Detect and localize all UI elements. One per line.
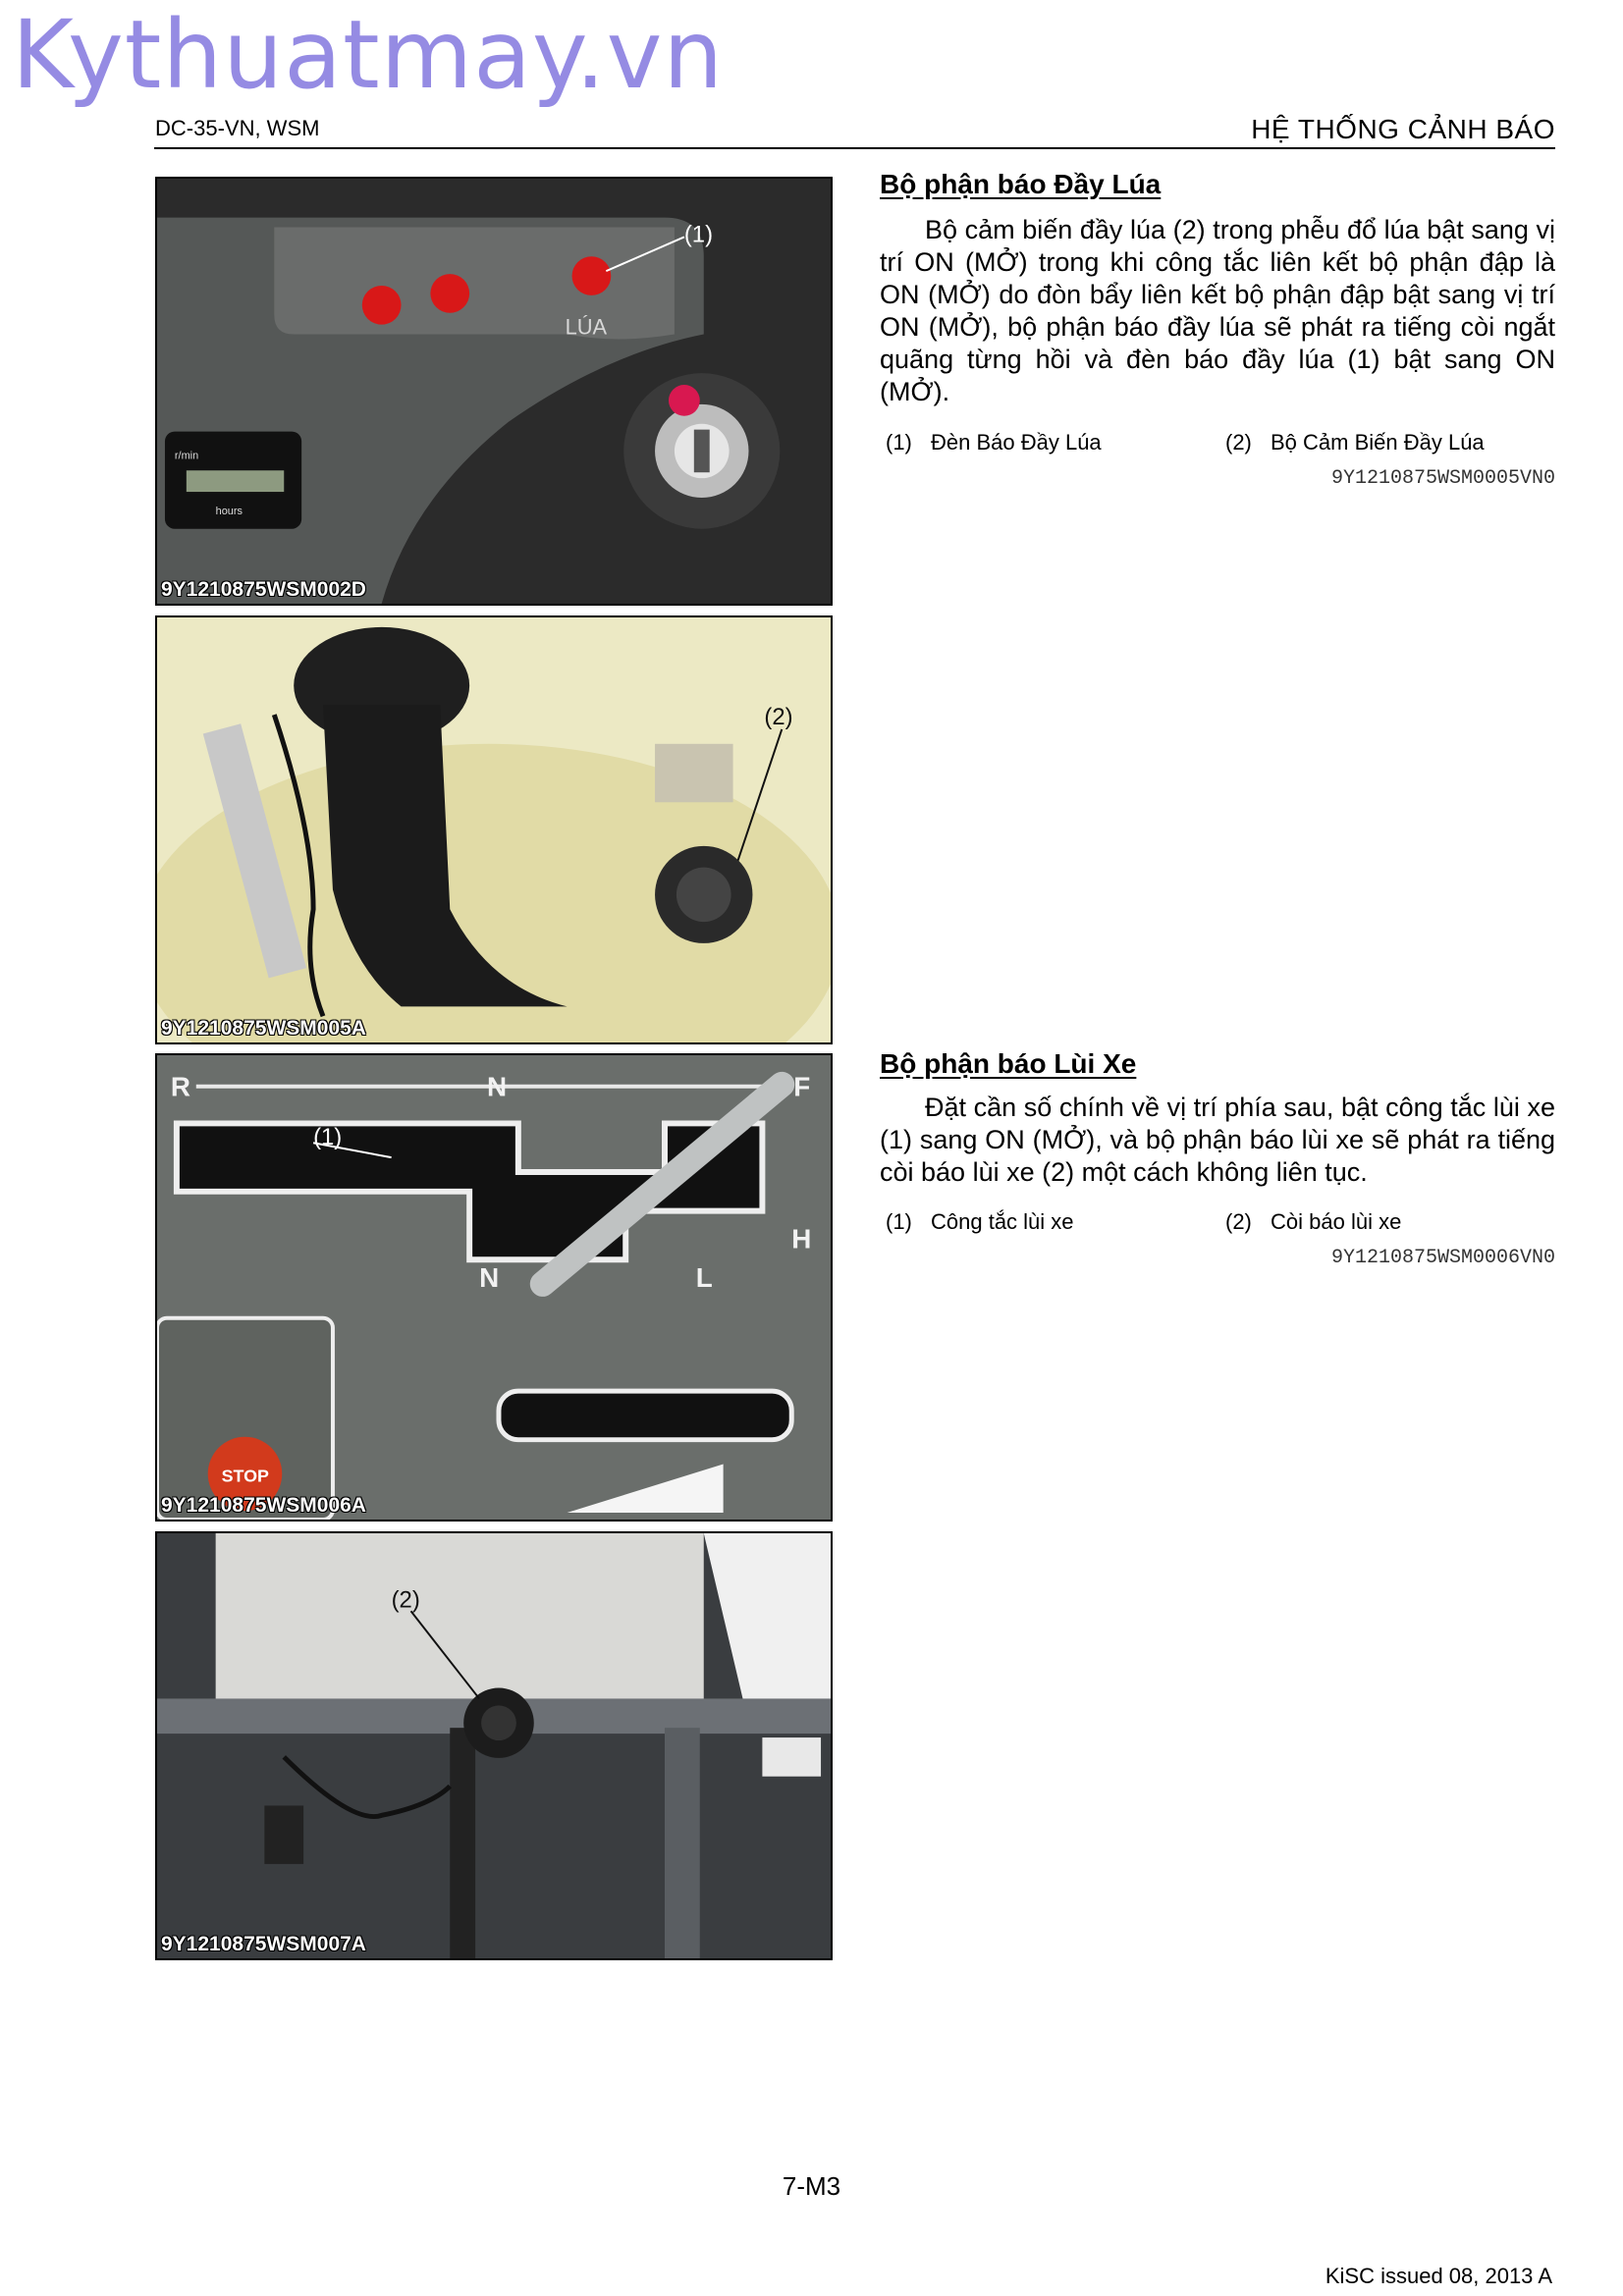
section2-legend-num-1: (1)	[886, 1209, 912, 1234]
gate-letter-h: H	[791, 1223, 812, 1255]
section2-title: Bộ phận báo Lùi Xe	[880, 1048, 1137, 1079]
page-number: 7-M3	[782, 2171, 841, 2201]
section2-legend-label-2: Còi báo lùi xe	[1271, 1209, 1402, 1234]
header-rule	[154, 147, 1555, 149]
section1-legend-label-1: Đèn Báo Đầy Lúa	[931, 430, 1102, 454]
section2-reference-code: 9Y1210875WSM0006VN0	[1330, 1247, 1555, 1269]
meter-hours-text: hours	[215, 505, 243, 517]
section1-reference-code: 9Y1210875WSM0005VN0	[1330, 467, 1555, 490]
gate-letter-n1: N	[487, 1071, 508, 1102]
panel-label-text: LÚA	[565, 314, 608, 340]
figure2-callout: (2)	[764, 704, 793, 730]
meter-unit-text: r/min	[174, 450, 199, 462]
section1-paragraph: Bộ cảm biến đầy lúa (2) trong phễu đổ lúa bật sang vị trí ON (MỞ) trong khi công tắc liên kết bộ phận đập là ON (MỞ) do đòn bẩy liên kết bộ phận đập bật sang vị trí ON (MỞ), bộ phận báo đầy lúa sẽ phát ra tiếng còi ngắt quãng từng hồi và đèn báo đầy lúa (1) bật sang ON (MỞ).	[880, 215, 1555, 406]
gate-letter-n2: N	[479, 1262, 500, 1293]
site-watermark: Kythuatmay.vn	[12, 0, 725, 110]
section2-legend-label-1: Công tắc lùi xe	[931, 1209, 1074, 1234]
figure3-callout: (1)	[313, 1124, 343, 1151]
figure4-code: 9Y1210875WSM007A	[161, 1933, 366, 1955]
figure2-code: 9Y1210875WSM005A	[161, 1017, 366, 1040]
gate-letter-f: F	[793, 1071, 811, 1102]
issued-note: KiSC issued 08, 2013 A	[1325, 2264, 1552, 2288]
figure4-callout: (2)	[391, 1586, 420, 1614]
figure1-callout: (1)	[683, 221, 714, 248]
chapter-title: HỆ THỐNG CẢNH BÁO	[1251, 114, 1555, 144]
figure3-code: 9Y1210875WSM006A	[161, 1494, 366, 1517]
section1-legend-num-1: (1)	[886, 430, 912, 454]
figure-full-grain-lamp-photo	[155, 177, 833, 606]
document-code: DC-35-VN, WSM	[155, 116, 320, 140]
section1-title: Bộ phận báo Đầy Lúa	[880, 169, 1162, 199]
section1-legend-label-2: Bộ Cảm Biến Đầy Lúa	[1271, 430, 1485, 454]
figure1-code: 9Y1210875WSM002D	[161, 578, 366, 601]
figure-reverse-switch-photo	[155, 1053, 833, 1522]
section2-paragraph: Đặt cần số chính về vị trí phía sau, bật công tắc lùi xe (1) sang ON (MỞ), và bộ phận báo lùi xe sẽ phát ra tiếng còi báo lùi xe (2) một cách không liên tục.	[880, 1093, 1555, 1187]
figure-full-grain-sensor-photo	[155, 615, 833, 1044]
gate-letter-l: L	[695, 1262, 713, 1293]
section2-legend-num-2: (2)	[1225, 1209, 1252, 1234]
section1-legend-num-2: (2)	[1225, 430, 1252, 454]
gate-letter-r: R	[170, 1071, 191, 1102]
figure-reverse-buzzer-photo	[155, 1531, 833, 1960]
stop-button-text: STOP	[221, 1466, 269, 1486]
